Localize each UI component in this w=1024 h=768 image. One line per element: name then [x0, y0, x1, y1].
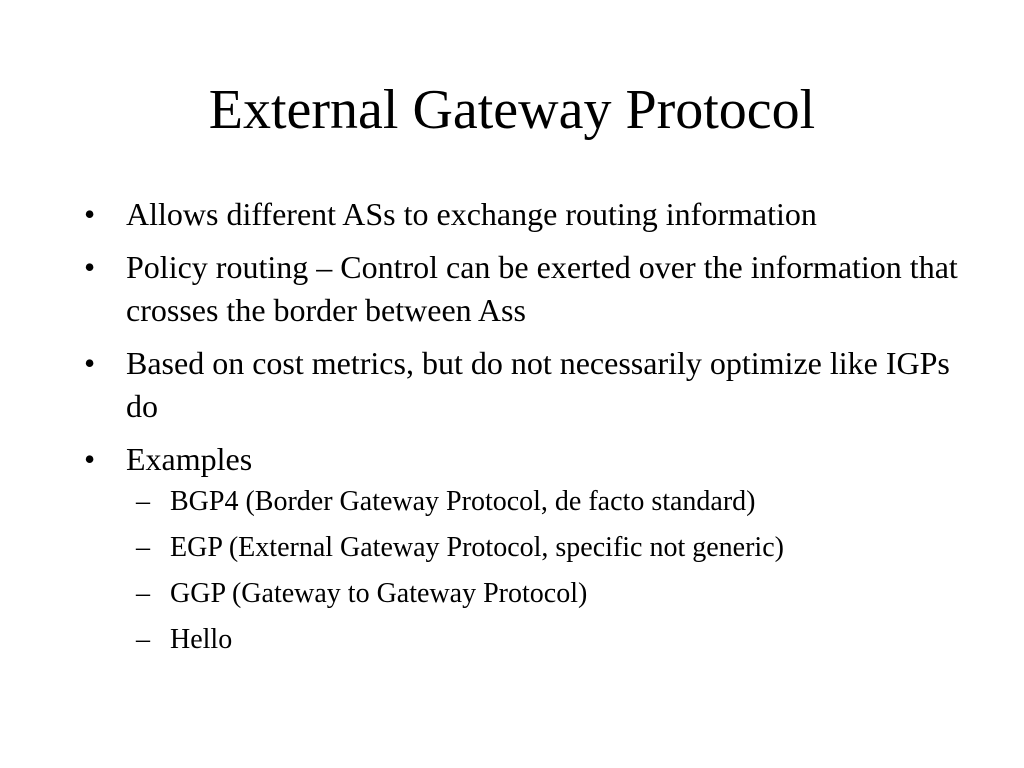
bullet-icon: • [84, 345, 96, 381]
bullet-text: Allows different ASs to exchange routing information [126, 196, 817, 232]
sub-bullet-item [126, 576, 984, 612]
sub-bullet-list [126, 484, 984, 658]
bullet-text: Policy routing – Control can be exerted over the information that crosses the border between Ass [126, 249, 958, 328]
dash-icon: – [136, 486, 150, 517]
bullet-item [84, 438, 984, 658]
bullet-text: Based on cost metrics, but do not necessarily optimize like IGPs do [126, 345, 950, 424]
bullet-list [84, 193, 984, 668]
sub-bullet-text: GGP (Gateway to Gateway Protocol) [170, 578, 588, 609]
bullet-item [84, 193, 984, 236]
bullet-item [84, 342, 984, 428]
sub-bullet-item [126, 484, 984, 520]
bullet-icon: • [84, 249, 96, 285]
dash-icon: – [136, 624, 150, 655]
sub-bullet-text: Hello [170, 624, 233, 655]
sub-bullet-text: BGP4 (Border Gateway Protocol, de facto standard) [170, 486, 756, 517]
dash-icon: – [136, 532, 150, 563]
bullet-item [84, 246, 984, 332]
bullet-text: Examples [126, 441, 253, 477]
bullet-icon: • [84, 441, 96, 477]
slide-title: External Gateway Protocol [208, 79, 816, 141]
sub-bullet-item [126, 622, 984, 658]
sub-bullet-text: EGP (External Gateway Protocol, specific not generic) [170, 532, 784, 563]
bullet-icon: • [84, 196, 96, 232]
sub-bullet-item [126, 530, 984, 566]
dash-icon: – [136, 578, 150, 609]
